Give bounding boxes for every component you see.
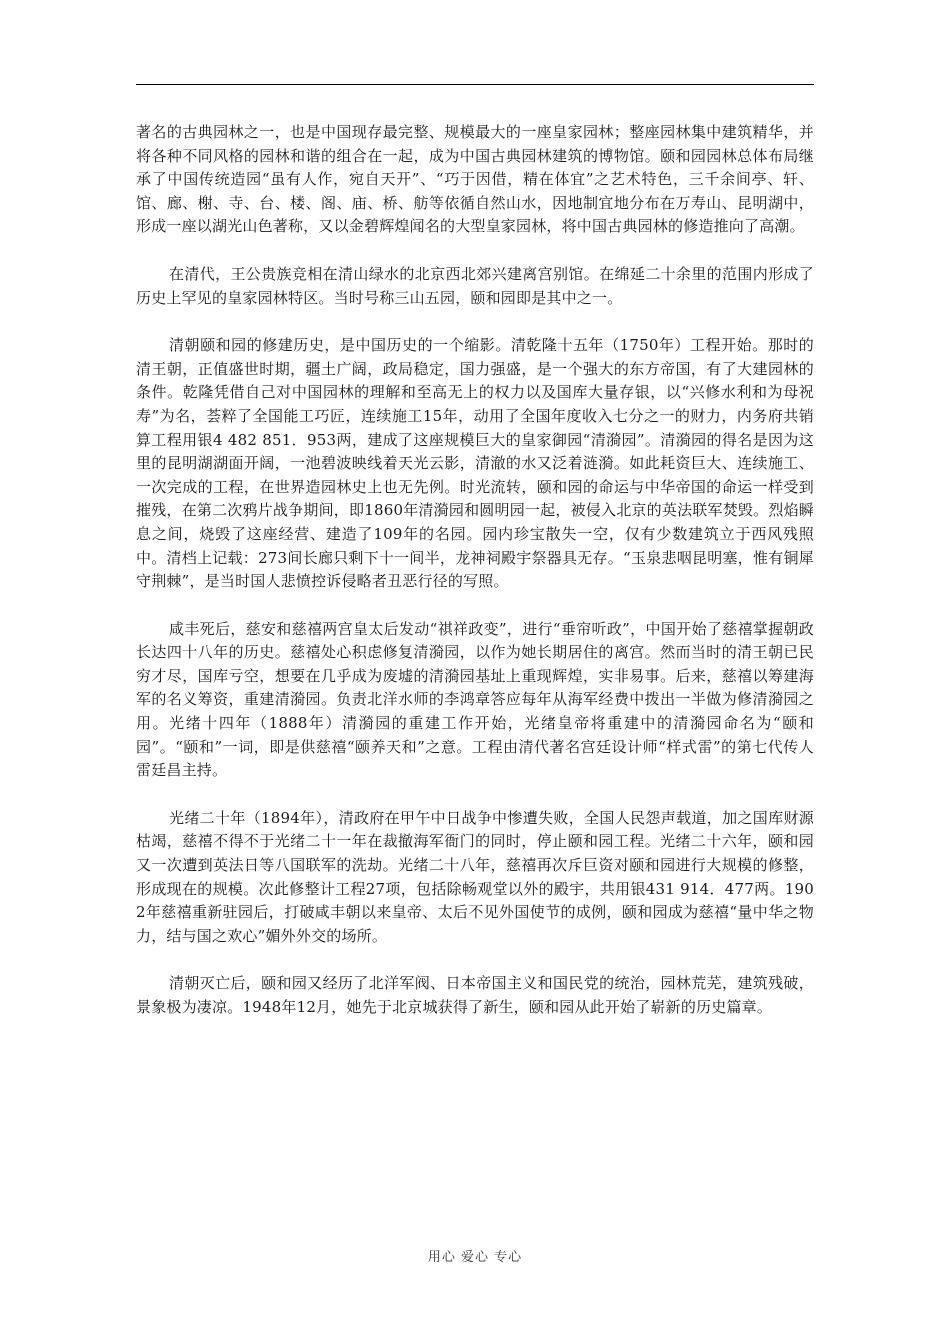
paragraph-6: 清朝灭亡后，颐和园又经历了北洋军阀、日本帝国主义和国民党的统治，园林荒芜，建筑残破，景象极为凄凉。1948年12月，她先于北京城获得了新生，颐和园从此开始了崭新的历史篇章。 [136,974,814,1016]
paragraph-3: 清朝颐和园的修建历史，是中国历史的一个缩影。清乾隆十五年（1750年）工程开始。那时的清王朝，正值盛世时期，疆土广阔，政局稳定，国力强盛，是一个强大的东方帝国，有了大建园林的条件。乾隆凭借自己对中国园林的理解和至高无上的权力以及国库大量存银，以“兴修水利和为母祝寿”为名，荟粹了全国能工巧匠，连续施工15年，动用了全国年度收入七分之一的财力，内务府共销算工程用银4 482 851．953两，建成了这座规模巨大的皇家御园“清漪园”。清漪园的得名是因为这里的昆明湖湖面开阔，一池碧波映线着天光云影，清澈的水又泛着涟漪。如此耗资巨大、连续施工、一次完成的工程，在世界造园林史上也无先例。时光流转，颐和园的命运与中华帝国的命运一样受到摧残，在第二次鸦片战争期间，即1860年清漪园和圆明园一起，被侵入北京的英法联军焚毁。烈焰瞬息之间，烧毁了这座经营、建造了109年的名园。园内珍宝散失一空，仅有少数建筑立于西风残照中。清档上记载：273间长廊只剩下十一间半，龙神祠殿宇祭器具无存。“玉泉悲咽昆明塞，惟有铜犀守荆棘”，是当时国人悲愤控诉侵略者丑恶行径的写照。 [136,336,814,591]
header-rule [136,84,814,85]
paragraph-2: 在清代，王公贵族竞相在清山绿水的北京西北郊兴建离宫别馆。在绵延二十余里的范围内形成了历史上罕见的皇家园林特区。当时号称三山五园，颐和园即是其中之一。 [136,264,814,307]
paragraph-5: 光绪二十年（1894年），清政府在甲午中日战争中惨遭失败，全国人民怨声载道，加之国库财源枯竭，慈禧不得不于光绪二十一年在裁撤海军衙门的同时，停止颐和园工程。光绪二十六年，颐和园又一次遭到英法日等八国联军的洗劫。光绪二十八年，慈禧再次斥巨资对颐和园进行大规模的修整，形成现在的规模。次此修整计工程27项，包括除畅观堂以外的殿宇，共用银431 914．477两。1902年慈禧重新驻园后，打破咸丰朝以来皇帝、太后不见外国使节的成例，颐和园成为慈禧“量中华之物力，结与国之欢心”媚外外交的场所。 [136,808,814,945]
page-footer: 用心 爱心 专心 [427,1250,523,1265]
paragraph-1: 著名的古典园林之一，也是中国现存最完整、规模最大的一座皇家园林；整座园林集中建筑精华，并将各种不同风格的园林和谐的组合在一起，成为中国古典园林建筑的博物馆。颐和园园林总体布局继承了中国传统造园“虽有人作，宛自天开”、“巧于因借，精在体宜”之艺术特色，三千余间亭、轩、馆、廊、榭、寺、台、楼、阁、庙、桥、舫等依循自然山水，因地制宜地分布在万寿山、昆明湖中，形成一座以湖光山色著称，又以金碧辉煌闻名的大型皇家园林，将中国古典园林的修造推向了高潮。 [136,123,814,236]
document-body [136,121,814,1044]
paragraph-4: 咸丰死后，慈安和慈禧两宫皇太后发动“祺祥政变”，进行“垂帘听政”，中国开始了慈禧掌握朝政长达四十八年的历史。慈禧处心积虑修复清漪园，以作为她长期居住的离宫。然而当时的清王朝已民穷才尽，国库亏空，想要在几乎成为废墟的清漪园基址上重现辉煌，实非易事。后来，慈禧以筹建海军的名义筹资，重建清漪园。负责北洋水师的李鸿章答应每年从海军经费中拨出一半做为修清漪园之用。光绪十四年（1888年）清漪园的重建工作开始，光绪皇帝将重建中的清漪园命名为“颐和园”。“颐和”一词，即是供慈禧“颐养天和”之意。工程由清代著名宫廷设计师“样式雷”的第七代传人雷廷昌主持。 [136,619,814,780]
